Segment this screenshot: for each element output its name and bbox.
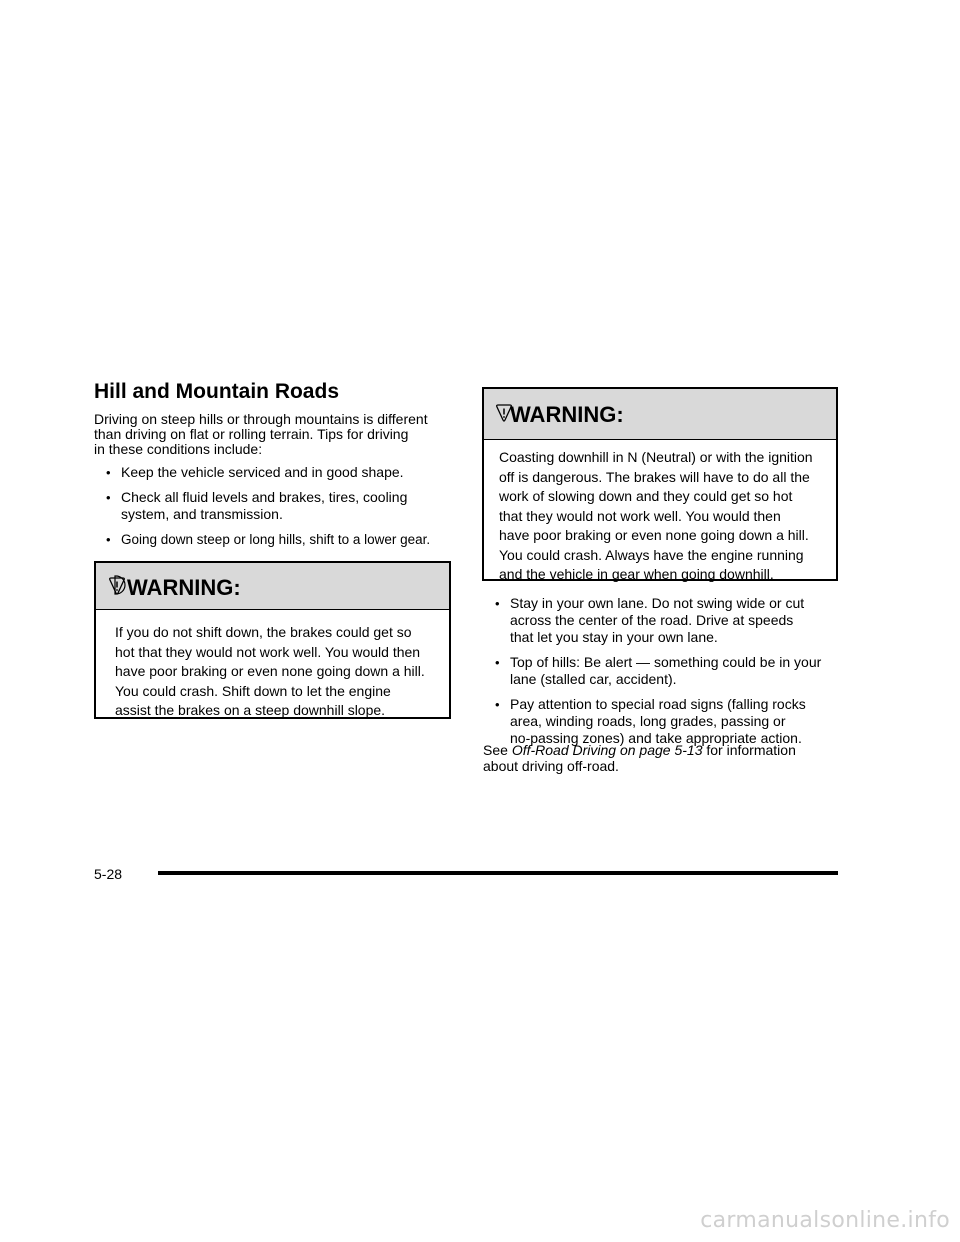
warning-line: hot that they would not work well. You would then: [115, 643, 421, 660]
list-item-text: Check all fluid levels and brakes, tires, cooling: [121, 489, 408, 505]
warning-box-downshift: [94, 561, 451, 719]
warning-body: [115, 623, 425, 721]
list-item-text: Stay in your own lane. Do not swing wide or cut: [510, 595, 805, 611]
list-item: [483, 595, 843, 646]
bullet-icon: •: [106, 465, 111, 480]
see-reference-line: [483, 742, 796, 758]
list-item-text: Going down steep or long hills, shift to a lower gear.: [121, 532, 431, 547]
bullet-icon: •: [106, 532, 111, 547]
warning-title: WARNING:: [510, 402, 624, 427]
list-item: [483, 654, 843, 688]
left-bullet-list: [94, 464, 454, 556]
footer-rule: [158, 871, 838, 875]
page-number: 5-28: [94, 866, 123, 882]
see-reference: [483, 742, 796, 774]
intro-line: Driving on steep hills or through mountains is different: [94, 411, 428, 427]
warning-line: You could crash. Shift down to let the engine: [115, 682, 391, 699]
see-prefix: See: [483, 742, 512, 758]
warning-line: have poor braking or even none going down a hill.: [499, 527, 809, 543]
bullet-icon: •: [495, 697, 500, 712]
list-item: [483, 696, 843, 747]
cross-reference-link[interactable]: Off-Road Driving on page 5-13: [511, 742, 703, 758]
warning-line: Coasting downhill in N (Neutral) or with the ignition: [499, 449, 813, 465]
list-item-text: area, winding roads, long grades, passing or: [510, 713, 786, 729]
warning-line: and the vehicle in gear when going downhill.: [499, 566, 774, 582]
warning-symbol-icon: [106, 574, 128, 596]
warning-title: WARNING:: [127, 575, 241, 600]
warning-box-coasting: [482, 387, 838, 581]
warning-line: You could crash. Always have the engine running: [499, 546, 804, 563]
intro-line: in these conditions include:: [94, 441, 263, 457]
bullet-icon: •: [106, 490, 111, 505]
warning-body: [499, 448, 813, 585]
list-item-text: lane (stalled car, accident).: [510, 671, 677, 687]
warning-line: that they would not work well. You would then: [499, 507, 781, 524]
warning-header: [484, 389, 836, 440]
see-suffix: for information: [702, 742, 796, 758]
list-item: [94, 531, 454, 548]
list-item-text: Keep the vehicle serviced and in good shape.: [121, 464, 404, 480]
list-item-text: across the center of the road. Drive at speeds: [510, 612, 794, 628]
warning-header: [96, 563, 449, 610]
list-item-text: no-passing zones) and take appropriate action.: [510, 730, 802, 746]
list-item: [94, 464, 454, 481]
right-bullet-list: [483, 595, 843, 755]
list-item: [94, 489, 454, 523]
warning-line: assist the brakes on a steep downhill slope.: [115, 702, 386, 718]
bullet-icon: •: [495, 655, 500, 670]
intro-paragraph: [94, 412, 454, 457]
list-item-text: that let you stay in your own lane.: [510, 629, 718, 645]
warning-line: If you do not shift down, the brakes could get so: [115, 624, 412, 640]
bullet-icon: •: [495, 596, 500, 611]
section-title: Hill and Mountain Roads: [94, 380, 339, 403]
list-item-text: system, and transmission.: [121, 506, 283, 522]
list-item-text: Pay attention to special road signs (falling rocks: [510, 696, 806, 712]
watermark: carmanualsonline.info: [700, 1208, 950, 1233]
warning-line: off is dangerous. The brakes will have to do all the: [499, 468, 810, 485]
list-item-text: Top of hills: Be alert — something could be in your: [510, 654, 822, 670]
see-reference-line: about driving off-road.: [483, 758, 619, 774]
warning-line: have poor braking or even none going down a hill.: [115, 663, 425, 679]
warning-line: work of slowing down and they could get so hot: [499, 488, 793, 504]
intro-line: than driving on flat or rolling terrain. Tips for driving: [94, 426, 409, 442]
